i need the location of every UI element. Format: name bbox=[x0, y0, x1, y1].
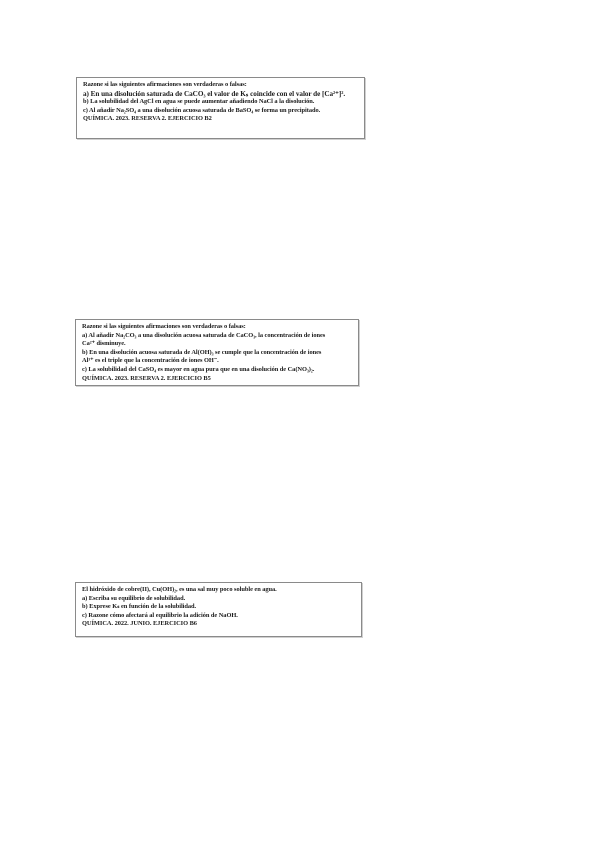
exercise-item: b) La solubilidad del AgCl en agua se puede aumentar añadiendo NaCl a la disolución. bbox=[83, 98, 315, 106]
exercise-item: a) En una disolución saturada de CaCO₃ el valor de Kₛ coincide con el valor de [Ca²⁺]². bbox=[83, 89, 346, 98]
exercise-statement: El hidróxido de cobre(II), Cu(OH)₂, es una sal muy poco soluble en agua. bbox=[82, 586, 277, 593]
exercise-item: c) La solubilidad del CaSO₄ es mayor en agua pura que en una disolución de Ca(NO₃)₂. bbox=[82, 365, 315, 373]
exercise-box-3 bbox=[75, 582, 362, 637]
exercise-statement: Razone si las siguientes afirmaciones son verdaderas o falsas: bbox=[82, 323, 246, 330]
exercise-box-2 bbox=[75, 319, 359, 386]
exercise-item: a) Escriba su equilibrio de solubilidad. bbox=[82, 594, 186, 602]
exercise-item: Al³⁺ es el triple que la concentración de iones OH⁻. bbox=[82, 357, 219, 365]
exercise-reference: QUÍMICA. 2023. RESERVA 2. EJERCICIO B5 bbox=[82, 374, 211, 382]
exercise-item: c) Razone cómo afectará al equilibrio la adición de NaOH. bbox=[82, 611, 238, 619]
exercise-item: b) Exprese Kₛ en función de la solubilidad. bbox=[82, 603, 197, 611]
exercise-reference: QUÍMICA. 2022. JUNIO. EJERCICIO B6 bbox=[82, 620, 197, 628]
exercise-reference: QUÍMICA. 2023. RESERVA 2. EJERCICIO B2 bbox=[83, 115, 212, 123]
exercise-box-1 bbox=[76, 77, 365, 139]
exercise-item: b) En una disolución acuosa saturada de Al(OH)₃ se cumple que la concentración de iones bbox=[82, 348, 322, 356]
exercise-item: Ca²⁺ disminuye. bbox=[82, 340, 126, 348]
exercise-item: c) Al añadir Na₂SO₄ a una disolución acuosa saturada de BaSO₄ se forma un precipitado. bbox=[83, 106, 321, 114]
exercise-statement: Razone si las siguientes afirmaciones son verdaderas o falsas: bbox=[83, 81, 247, 88]
exercise-item: a) Al añadir Na₂CO₃ a una disolución acuosa saturada de CaCO₃, la concentración de iones bbox=[82, 331, 326, 339]
